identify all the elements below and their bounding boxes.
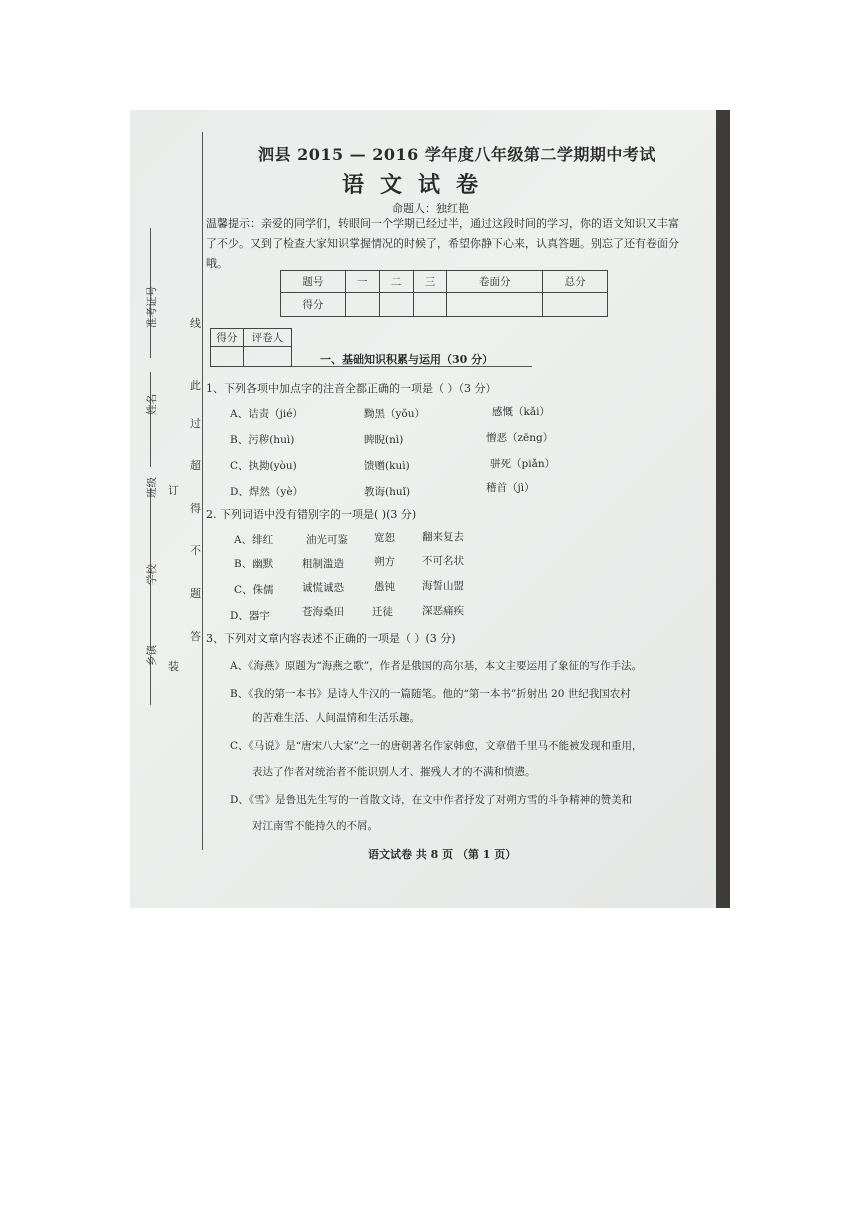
- photo-edge: [716, 110, 730, 908]
- score-header-cell: 卷面分: [447, 271, 543, 293]
- score-row-label: 得分: [281, 293, 346, 317]
- score-header-cell: 总分: [543, 271, 608, 293]
- q1-stem: 1、下列各项中加点字的注音全都正确的一项是（ ）（3 分）: [206, 382, 497, 395]
- q2-option: 深恶痛疾: [422, 605, 464, 617]
- section-heading: 一、基础知识积累与运用（30 分）: [320, 353, 494, 366]
- q3-option-cont: 表达了作者对统治者不能识别人才、摧残人才的不满和愤懑。: [252, 766, 536, 778]
- warn-char: 线: [190, 317, 201, 330]
- field-school: 学校: [146, 564, 158, 585]
- score-cell: [413, 293, 447, 317]
- field-name: 姓名: [146, 394, 158, 415]
- exam-tip: 温馨提示：亲爱的同学们，转眼间一个学期已经过半，通过这段时间的学习，你的语文知识又丰富了不少。又到了检查大家知识掌握情况的时候了，希望你静下心来，认真答题。别忘了还有卷面分哦。: [206, 217, 679, 270]
- score-header-cell: 一: [345, 271, 379, 293]
- q1-option: 黝黑（yǒu）: [364, 408, 426, 420]
- q1-option: 感慨（kǎi）: [492, 406, 550, 418]
- page-footer: 语文试卷 共 8 页 （第 1 页）: [368, 848, 517, 861]
- name-underline: [150, 372, 151, 467]
- q2-option: 愚钝: [374, 581, 395, 593]
- exam-author: 命题人：独红艳: [392, 202, 469, 215]
- q1-option: 教诲(huǐ): [364, 486, 411, 498]
- q1-option: 睥睨(nì): [364, 434, 404, 446]
- q3-option-cont: 的苦难生活、人间温情和生活乐趣。: [252, 712, 420, 724]
- q3-option-cont: 对江南雪不能持久的不屑。: [252, 820, 378, 832]
- warn-char: 此: [190, 379, 201, 392]
- score-table: [280, 270, 608, 317]
- q2-option: D、器宇: [230, 610, 270, 622]
- grader-score-label: 得分: [211, 329, 244, 347]
- binding-mark-ding: 订: [168, 484, 179, 497]
- exam-subject: 语文试卷: [342, 172, 495, 198]
- q2-option: 苍海桑田: [302, 606, 344, 618]
- exam-sheet: [130, 110, 718, 908]
- exam-photo: [130, 110, 730, 908]
- q2-option: 油光可鉴: [306, 534, 348, 546]
- q1-option: C、执拗(yòu): [230, 460, 297, 472]
- warn-char: 答: [190, 630, 201, 643]
- q1-option: D、焊然（yè）: [230, 486, 304, 498]
- binding-mark-zhuang: 装: [168, 660, 179, 673]
- q3-stem: 3、下列对文章内容表述不正确的一项是（ ）(3 分): [206, 632, 456, 645]
- q2-option: C、侏儒: [234, 584, 274, 596]
- field-town: 乡镇: [146, 645, 158, 666]
- score-header-cell: 二: [379, 271, 413, 293]
- field-class: 班级: [146, 477, 158, 498]
- score-cell: [447, 293, 543, 317]
- q1-option: B、污秽(huì): [230, 434, 295, 446]
- q2-option: 不可名状: [422, 555, 464, 567]
- q2-stem: 2. 下列词语中没有错别字的一项是( )(3 分): [206, 508, 417, 521]
- q3-option: B、《我的第一本书》是诗人牛汉的一篇随笔。他的“第一本书”折射出 20 世纪我国农村: [230, 688, 631, 700]
- school-underline: [150, 580, 151, 650]
- q2-option: 翻来复去: [422, 531, 464, 543]
- q1-option: 骈死（piǎn）: [490, 458, 556, 470]
- score-cell: [379, 293, 413, 317]
- warn-char: 得: [190, 502, 201, 515]
- q2-option: 海誓山盟: [422, 580, 464, 592]
- q2-option: 诚慌诚恐: [302, 582, 344, 594]
- q1-option: A、诘责（jié）: [230, 408, 303, 420]
- warn-char: 过: [190, 417, 201, 430]
- grader-name-label: 评卷人: [243, 329, 291, 347]
- q2-option: 粗制滥造: [302, 558, 344, 570]
- score-header-cell: 题号: [281, 271, 346, 293]
- q3-option: A、《海燕》原题为“海燕之歌”，作者是俄国的高尔基，本文主要运用了象征的写作手法。: [230, 660, 643, 672]
- q1-option: 馈赠(kuì): [364, 460, 410, 472]
- score-header-cell: 三: [413, 271, 447, 293]
- score-cell: [345, 293, 379, 317]
- q2-option: B、幽默: [234, 558, 274, 570]
- field-exam-number: 准考证号: [146, 286, 158, 328]
- q1-option: 憎恶（zēng）: [486, 432, 554, 444]
- q2-option: 朔方: [374, 556, 395, 568]
- q1-option: 稽首（jì）: [486, 482, 535, 494]
- warn-char: 题: [190, 587, 201, 600]
- q3-option: D、《雪》是鲁迅先生写的一首散文诗，在文中作者抒发了对朔方雪的斗争精神的赞美和: [230, 794, 633, 806]
- warn-char: 不: [190, 544, 201, 557]
- binding-rule: [202, 132, 203, 850]
- score-cell: [543, 293, 608, 317]
- q2-option: 宽恕: [374, 532, 395, 544]
- grader-cell: [243, 347, 291, 367]
- q2-option: A、绯红: [234, 534, 274, 546]
- q3-option: C、《马说》是“唐宋八大家”之一的唐朝著名作家韩愈，文章借千里马不能被发现和重用，: [230, 740, 643, 752]
- grader-cell: [211, 347, 244, 367]
- warn-char: 超: [190, 459, 201, 472]
- grader-box: [210, 328, 292, 367]
- q2-option: 迁徒: [372, 606, 393, 618]
- exam-title: 泗县 2015 — 2016 学年度八年级第二学期期中考试: [258, 145, 656, 164]
